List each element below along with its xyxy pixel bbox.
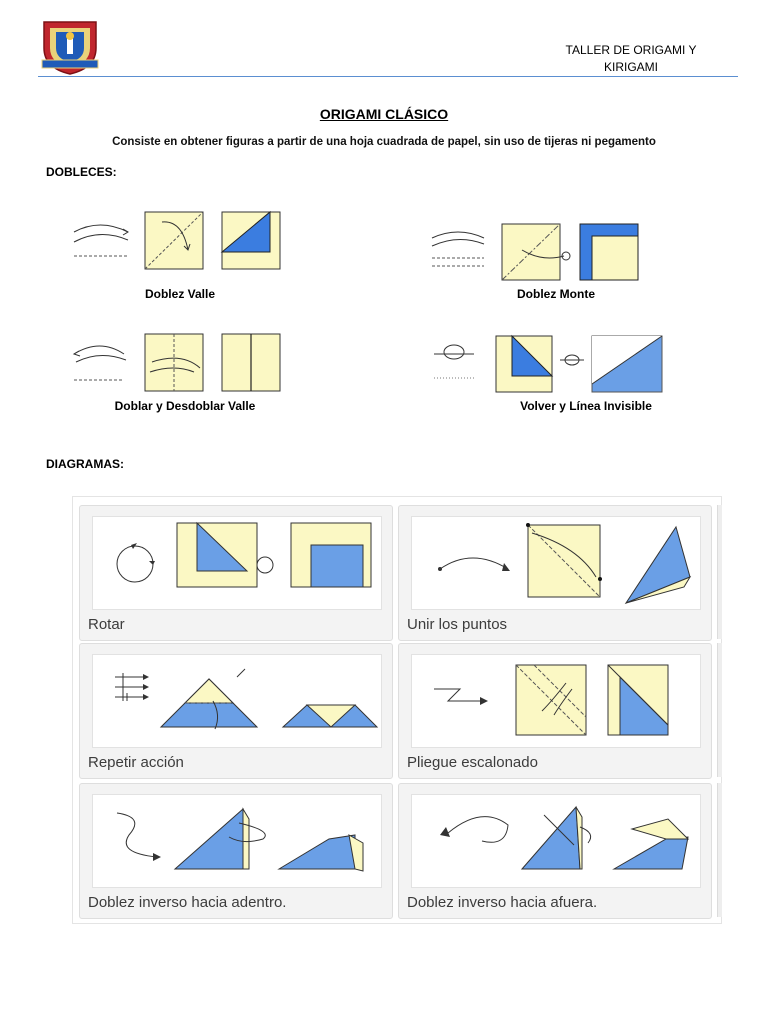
- diagram-caption-inverso-adentro: Doblez inverso hacia adentro.: [88, 894, 287, 911]
- diagram-image-pliegue-escalonado: [411, 654, 701, 748]
- fold-label-volver: Volver y Línea Invisible: [520, 399, 652, 413]
- section-heading-diagramas: DIAGRAMAS:: [46, 457, 124, 471]
- diagram-caption-inverso-afuera: Doblez inverso hacia afuera.: [407, 894, 598, 911]
- workshop-title-line1: TALLER DE ORIGAMI Y: [565, 43, 697, 57]
- workshop-title-line2: KIRIGAMI: [603, 60, 658, 74]
- university-crest-logo: [40, 14, 100, 76]
- diagram-image-unir-puntos: [411, 516, 701, 610]
- header-divider: [38, 76, 738, 77]
- grid-right-edge: [717, 643, 722, 777]
- diagram-caption-pliegue-escalonado: Pliegue escalonado: [407, 754, 538, 771]
- grid-right-edge: [717, 505, 722, 639]
- diagram-caption-repetir: Repetir acción: [88, 754, 184, 771]
- intro-paragraph: Consiste en obtener figuras a partir de una hoja cuadrada de papel, sin uso de tijeras ni pegamento: [112, 136, 656, 148]
- fold-label-monte: Doblez Monte: [517, 287, 595, 301]
- fold-volver-diagram: [430, 334, 666, 394]
- fold-monte-diagram: [430, 222, 642, 284]
- diagram-card-pliegue-escalonado: [398, 643, 712, 779]
- diagram-card-inverso-afuera: [398, 783, 712, 919]
- page-title: ORIGAMI CLÁSICO: [319, 106, 449, 122]
- diagram-image-inverso-adentro: [92, 794, 382, 888]
- diagram-card-inverso-adentro: [79, 783, 393, 919]
- fold-label-desdoblar: Doblar y Desdoblar Valle: [114, 399, 256, 413]
- diagram-image-inverso-afuera: [411, 794, 701, 888]
- diagram-caption-unir-puntos: Unir los puntos: [407, 616, 508, 633]
- fold-desdoblar-diagram: [70, 332, 286, 394]
- diagram-card-repetir: [79, 643, 393, 779]
- fold-valle-diagram: [70, 210, 286, 272]
- diagram-image-repetir: [92, 654, 382, 748]
- section-heading-dobleces: DOBLECES:: [46, 165, 117, 179]
- diagram-caption-rotar: Rotar: [88, 616, 125, 633]
- diagram-grid: [72, 496, 722, 924]
- diagram-card-rotar: [79, 505, 393, 641]
- fold-label-valle: Doblez Valle: [144, 287, 216, 301]
- workshop-title: [560, 42, 702, 76]
- grid-right-edge: [717, 783, 722, 917]
- diagram-image-rotar: [92, 516, 382, 610]
- diagram-card-unir-puntos: [398, 505, 712, 641]
